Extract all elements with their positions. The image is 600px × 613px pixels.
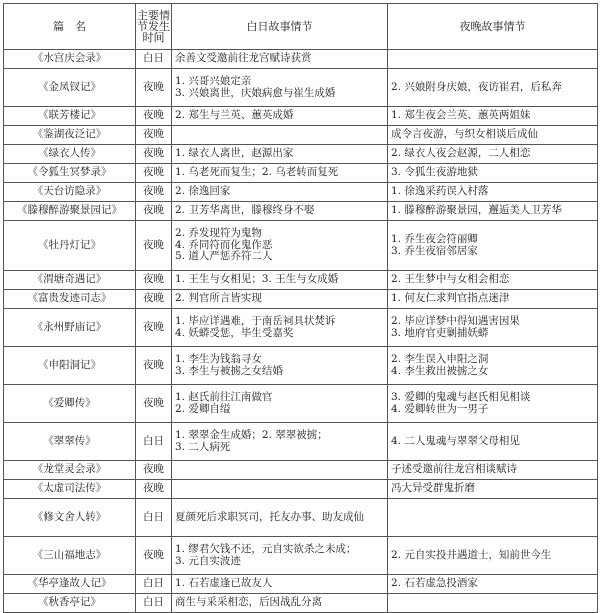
plot-line: 2. 乔发现符为鬼物 bbox=[175, 227, 262, 240]
story-time: 白日 bbox=[136, 575, 172, 594]
story-time: 夜晚 bbox=[136, 145, 172, 164]
table-row bbox=[4, 575, 598, 594]
story-time: 夜晚 bbox=[136, 309, 172, 347]
day-plot bbox=[172, 290, 388, 309]
story-time: 夜晚 bbox=[136, 461, 172, 480]
plot-line: 1. 缪君欠钱不还，元自实欲杀之未成； bbox=[175, 543, 357, 555]
table-row bbox=[4, 499, 598, 537]
story-time: 夜晚 bbox=[136, 69, 172, 107]
night-plot bbox=[388, 164, 598, 183]
night-plot bbox=[388, 69, 598, 107]
story-time: 夜晚 bbox=[136, 347, 172, 385]
table-container bbox=[3, 3, 598, 613]
story-time: 夜晚 bbox=[136, 202, 172, 221]
plot-line: 4. 李生救出被掳之女 bbox=[391, 364, 489, 377]
night-plot bbox=[388, 461, 598, 480]
table-row bbox=[4, 309, 598, 347]
header-row bbox=[4, 4, 598, 50]
night-plot bbox=[388, 309, 598, 347]
table-row bbox=[4, 385, 598, 423]
plot-line: 1. 王生与女相见；3. 王生与女成婚 bbox=[175, 273, 339, 286]
day-plot bbox=[172, 271, 388, 290]
header-night: 夜晚故事情节 bbox=[388, 4, 598, 50]
plot-line: 2. 郑生与兰英、蕙英成婚 bbox=[175, 109, 294, 122]
day-plot bbox=[172, 309, 388, 347]
table-row bbox=[4, 537, 598, 575]
story-time: 夜晚 bbox=[136, 537, 172, 575]
story-title: 《修文舍人转》 bbox=[4, 499, 136, 537]
plot-line: 1. 徐逸采药误入村落 bbox=[391, 185, 489, 198]
plot-line: 3. 二人病死 bbox=[175, 440, 231, 453]
day-plot bbox=[172, 423, 388, 461]
night-plot bbox=[388, 221, 598, 271]
plot-line: 4. 二人鬼魂与翠翠父母相见 bbox=[391, 434, 520, 447]
plot-line: 1. 石若虚逢已故友人 bbox=[175, 577, 273, 590]
story-title: 《永州野庙记》 bbox=[4, 309, 136, 347]
night-plot bbox=[388, 347, 598, 385]
night-plot bbox=[388, 594, 598, 613]
day-plot bbox=[172, 575, 388, 594]
plot-line: 4. 爱卿转世为一男子 bbox=[391, 402, 489, 415]
plot-line: 余善文受邀前往龙宫赋诗获赏 bbox=[175, 52, 312, 65]
day-plot bbox=[172, 480, 388, 499]
plot-line: 2. 王生梦中与女相会相恋 bbox=[391, 273, 510, 286]
plot-line: 1. 毕应详遇难，于南岳祠具状焚诉 bbox=[175, 315, 336, 327]
story-time: 白日 bbox=[136, 423, 172, 461]
plot-line: 1. 何友仁求判官指点迷津 bbox=[391, 292, 510, 305]
plot-line: 3. 乔生夜宿邻居家 bbox=[391, 244, 478, 257]
plot-line: 3. 令狐生夜游地狱 bbox=[391, 166, 478, 179]
plot-line: 1. 翠翠金生成婚；2. 翠翠被掳； bbox=[175, 429, 328, 441]
night-plot bbox=[388, 290, 598, 309]
story-title: 《秋香亭记》 bbox=[4, 594, 136, 613]
story-title: 《牡丹灯记》 bbox=[4, 221, 136, 271]
day-plot bbox=[172, 461, 388, 480]
day-plot bbox=[172, 145, 388, 164]
story-title: 《金凤钗记》 bbox=[4, 69, 136, 107]
story-time: 白日 bbox=[136, 50, 172, 69]
plot-line: 1. 赵氏前往江南做官 bbox=[175, 391, 273, 403]
night-plot bbox=[388, 50, 598, 69]
day-plot bbox=[172, 537, 388, 575]
day-plot bbox=[172, 164, 388, 183]
day-plot bbox=[172, 221, 388, 271]
night-plot bbox=[388, 480, 598, 499]
night-plot bbox=[388, 499, 598, 537]
plot-line: 4. 妖蟒受惩，毕生受嘉奖 bbox=[175, 326, 294, 339]
plot-line: 3. 李生与被掳之女结婚 bbox=[175, 364, 283, 377]
story-title: 《天台访隐录》 bbox=[4, 183, 136, 202]
story-time: 夜晚 bbox=[136, 385, 172, 423]
plot-line: 3. 爱卿的鬼魂与赵氏相见相谈 bbox=[391, 391, 531, 403]
plot-line: 2. 李生误入申阳之洞 bbox=[391, 353, 489, 365]
story-time: 夜晚 bbox=[136, 107, 172, 126]
story-title: 《龙堂灵会录》 bbox=[4, 461, 136, 480]
day-plot bbox=[172, 499, 388, 537]
night-plot bbox=[388, 575, 598, 594]
plot-line: 3. 地府官吏剿捕妖蟒 bbox=[391, 326, 489, 339]
story-time: 白日 bbox=[136, 499, 172, 537]
night-plot bbox=[388, 107, 598, 126]
night-plot bbox=[388, 202, 598, 221]
story-title: 《申阳洞记》 bbox=[4, 347, 136, 385]
plot-line: 1. 绿衣人离世，赵源出家 bbox=[175, 147, 294, 160]
plot-line: 2. 兴娘附身庆娘，夜访崔君，后私奔 bbox=[391, 80, 562, 93]
table-row bbox=[4, 423, 598, 461]
story-title: 《绿衣人传》 bbox=[4, 145, 136, 164]
plot-line: 4. 乔同符而化鬼作恶 bbox=[175, 238, 273, 251]
table-row bbox=[4, 126, 598, 145]
story-time: 夜晚 bbox=[136, 164, 172, 183]
day-plot bbox=[172, 202, 388, 221]
plot-line: 1. 李生为钱翁寻女 bbox=[175, 353, 262, 365]
night-plot bbox=[388, 271, 598, 290]
day-plot bbox=[172, 126, 388, 145]
story-title: 《水宫庆会录》 bbox=[4, 50, 136, 69]
night-plot bbox=[388, 423, 598, 461]
story-title: 《爱卿传》 bbox=[4, 385, 136, 423]
story-table bbox=[3, 3, 598, 613]
story-time: 夜晚 bbox=[136, 271, 172, 290]
plot-line: 2. 爱卿自缢 bbox=[175, 402, 231, 415]
day-plot bbox=[172, 385, 388, 423]
plot-line: 2. 石若虚急投酒家 bbox=[391, 577, 478, 590]
story-time: 夜晚 bbox=[136, 290, 172, 309]
story-time: 夜晚 bbox=[136, 183, 172, 202]
night-plot bbox=[388, 145, 598, 164]
day-plot bbox=[172, 69, 388, 107]
table-row bbox=[4, 164, 598, 183]
night-plot bbox=[388, 537, 598, 575]
day-plot bbox=[172, 107, 388, 126]
plot-line: 2. 卫芳华离世，滕穆终身不娶 bbox=[175, 204, 315, 217]
header-time: 主要情节发生时间 bbox=[136, 4, 172, 50]
table-row bbox=[4, 461, 598, 480]
table-row bbox=[4, 290, 598, 309]
story-title: 《太虚司法传》 bbox=[4, 480, 136, 499]
plot-line: 2. 判官所言皆实现 bbox=[175, 292, 262, 305]
plot-line: 3. 元自实波迹 bbox=[175, 554, 241, 567]
header-day: 白日故事情节 bbox=[172, 4, 388, 50]
table-row bbox=[4, 221, 598, 271]
day-plot bbox=[172, 594, 388, 613]
table-row bbox=[4, 271, 598, 290]
story-title: 《三山福地志》 bbox=[4, 537, 136, 575]
story-title: 《令狐生冥梦录》 bbox=[4, 164, 136, 183]
story-title: 《联芳楼记》 bbox=[4, 107, 136, 126]
story-time: 夜晚 bbox=[136, 480, 172, 499]
story-time: 白日 bbox=[136, 594, 172, 613]
plot-line: 夏颜死后求职冥司，托友办事、助友成仙 bbox=[175, 510, 364, 523]
story-time: 夜晚 bbox=[136, 126, 172, 145]
night-plot bbox=[388, 183, 598, 202]
plot-line: 2. 徐逸回家 bbox=[175, 185, 231, 198]
story-title: 《鉴湖夜泛记》 bbox=[4, 126, 136, 145]
day-plot bbox=[172, 50, 388, 69]
table-row bbox=[4, 183, 598, 202]
table-row bbox=[4, 107, 598, 126]
table-row bbox=[4, 202, 598, 221]
table-row bbox=[4, 347, 598, 385]
story-title: 《华亭逢故人记》 bbox=[4, 575, 136, 594]
plot-line: 商生与采采相恋，后因战乱分离 bbox=[175, 596, 322, 609]
story-time: 夜晚 bbox=[136, 221, 172, 271]
story-title: 《翠翠传》 bbox=[4, 423, 136, 461]
plot-line: 3. 兴娘离世，庆娘病愈与崔生成婚 bbox=[175, 86, 336, 99]
plot-line: 1. 滕穆醉游聚景园，邂逅美人卫芳华 bbox=[391, 204, 562, 217]
plot-line: 1. 乌老死而复生；2. 乌老转而复死 bbox=[175, 166, 339, 179]
plot-line: 成令言夜游，与织女相谈后成仙 bbox=[391, 128, 538, 141]
table-row bbox=[4, 594, 598, 613]
table-row bbox=[4, 69, 598, 107]
table-row bbox=[4, 145, 598, 164]
plot-line: 1. 郑生夜会兰英、蕙英两姐妹 bbox=[391, 109, 531, 122]
day-plot bbox=[172, 183, 388, 202]
story-title: 《渭塘奇遇记》 bbox=[4, 271, 136, 290]
plot-line: 1. 乔生夜会符丽卿 bbox=[391, 233, 478, 245]
plot-line: 冯大异受群鬼折磨 bbox=[391, 482, 475, 495]
story-title: 《滕穆醉游聚景园记》 bbox=[4, 202, 136, 221]
plot-line: 子述受邀前往龙宫相谈赋诗 bbox=[391, 463, 517, 476]
plot-line: 5. 道人严惩乔符二人 bbox=[175, 250, 273, 263]
table-row bbox=[4, 50, 598, 69]
plot-line: 2. 毕应详梦中得知遇害因果 bbox=[391, 315, 520, 327]
night-plot bbox=[388, 385, 598, 423]
header-title: 篇 名 bbox=[4, 4, 136, 50]
table-row bbox=[4, 480, 598, 499]
plot-line: 2. 绿衣人夜会赵源，二人相恋 bbox=[391, 147, 531, 160]
plot-line: 2. 元自实投井遇道士，知前世今生 bbox=[391, 548, 552, 561]
day-plot bbox=[172, 347, 388, 385]
story-title: 《富贵发迹司志》 bbox=[4, 290, 136, 309]
plot-line: 1. 兴哥兴娘定亲 bbox=[175, 75, 252, 87]
night-plot bbox=[388, 126, 598, 145]
